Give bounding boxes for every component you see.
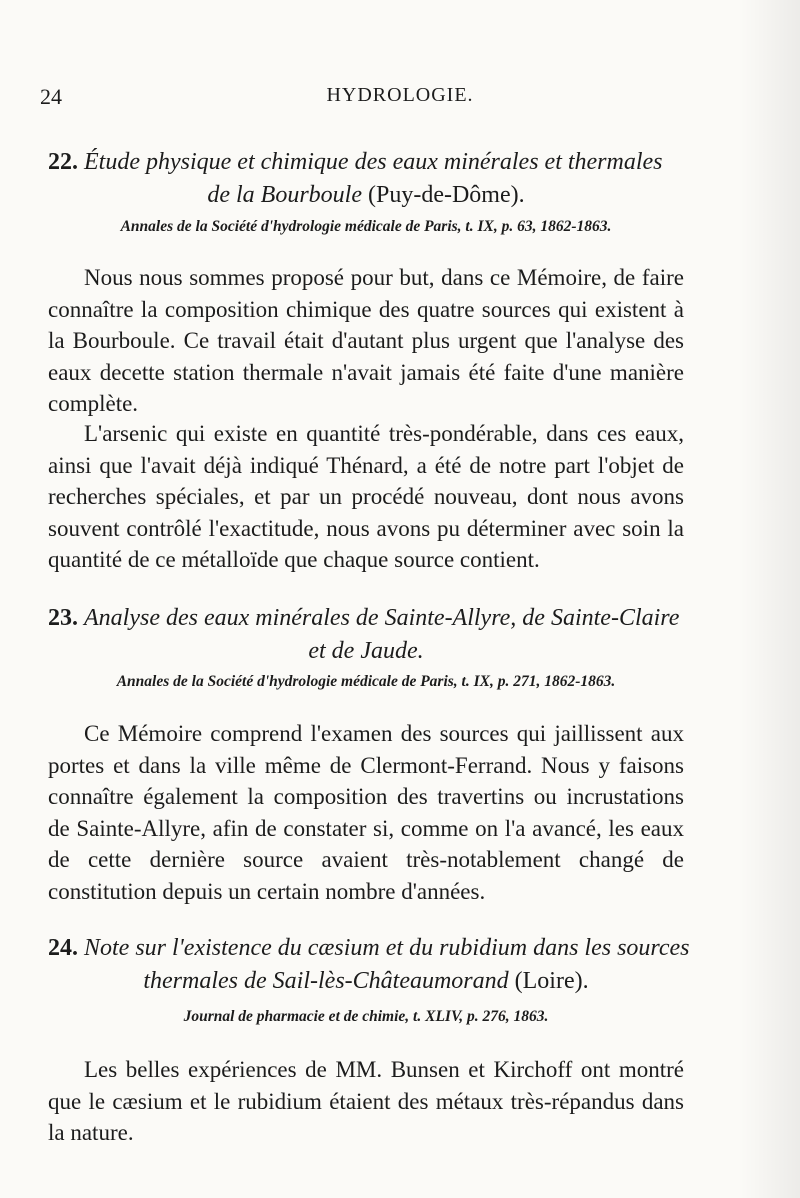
entry-number: 24. [48, 935, 78, 961]
paragraph: L'arsenic qui existe en quantité très-pondérable, dans ces eaux, ainsi que l'avait déjà indiqué Thénard, a été de notre part l'objet de recherches spéciales, et par un procédé nouveau, dont nous avons souvent contrôlé l'exactitude, nous avons pu déterminer avec soin la quantité de ce métalloïde que chaque source contient. [48, 421, 684, 572]
entry-title-text: Analyse des eaux minérales de Sainte-Allyre, de Sainte-Claire [84, 605, 680, 631]
entry-reference: Annales de la Société d'hydrologie médicale de Paris, t. IX, p. 271, 1862-1863. [116, 673, 616, 690]
paragraph: Ce Mémoire comprend l'examen des sources qui jaillissent aux portes et dans la ville même de Clermont-Ferrand. Nous y faisons connaître également la composition des travertins ou incrustations de Sainte-Allyre, afin de constater si, comme on l'a avancé, les eaux de cette dernière source avaient très-notablement changé de constitution depuis un certain nombre d'années. [48, 721, 684, 904]
entry-reference: Journal de pharmacie et de chimie, t. XLIV, p. 276, 1863. [183, 1008, 549, 1025]
entry-title-text: Étude physique et chimique des eaux minérales et thermales [84, 149, 663, 175]
entry-title-italic: de la Bourboule [207, 182, 362, 208]
paragraph: Nous nous sommes proposé pour but, dans ce Mémoire, de faire connaître la composition chimique des quatre sources qui existent à la Bourboule. Ce travail était d'autant plus urgent que l'analyse des eaux decette station thermale n'avait jamais été faite d'une manière complète. [48, 265, 684, 416]
page-edge-shadow [740, 0, 800, 1198]
entry-number: 23. [48, 605, 78, 631]
page-number: 24 [40, 84, 62, 109]
page-header [40, 84, 760, 114]
entry-title-rest: (Puy-de-Dôme). [362, 182, 525, 208]
paragraph: Les belles expériences de MM. Bunsen et Kirchoff ont montré que le cæsium et le rubidium étaient des métaux très-répandus dans la nature. [48, 1057, 684, 1145]
entry-number: 22. [48, 149, 78, 175]
entry-title-italic: thermales de Sail-lès-Châteaumorand [143, 968, 509, 994]
entry-title-text: Note sur l'existence du cæsium et du rubidium dans les sources [84, 935, 690, 961]
entry-reference: Annales de la Société d'hydrologie médicale de Paris, t. IX, p. 63, 1862-1863. [120, 218, 612, 235]
running-title: HYDROLOGIE. [326, 84, 474, 106]
entry-title-rest: (Loire). [508, 968, 589, 994]
entry-title-italic: et de Jaude. [308, 638, 424, 664]
entry-title [48, 932, 690, 998]
entry-title [48, 146, 684, 212]
entry-title [48, 602, 684, 668]
